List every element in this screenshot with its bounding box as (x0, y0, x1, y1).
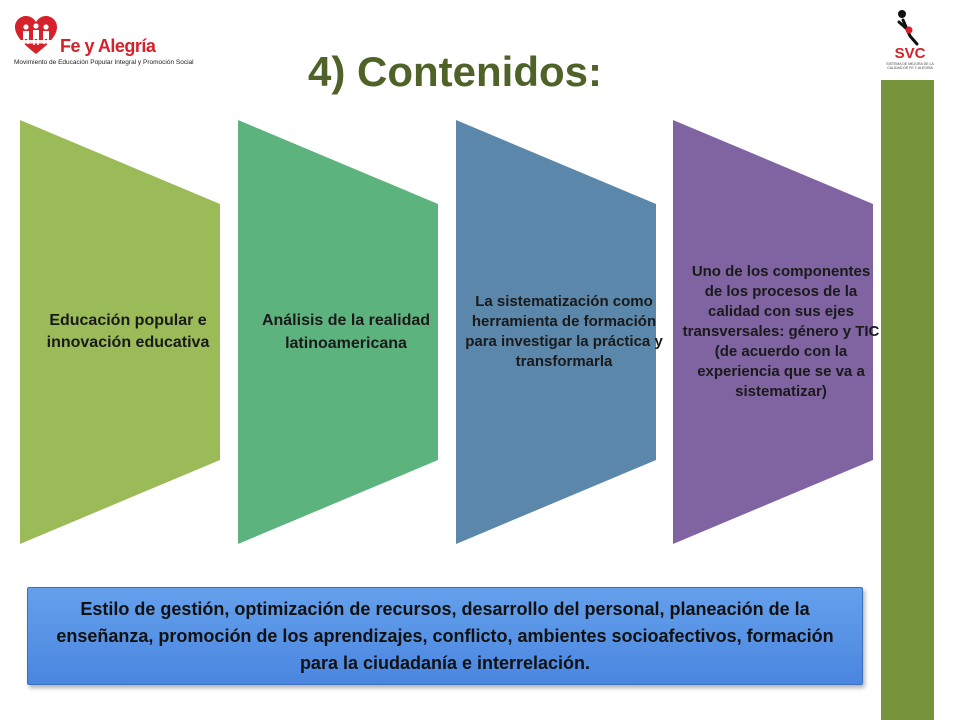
summary-box: Estilo de gestión, optimización de recursos, desarrollo del personal, planeación de la enseñanza, promoción de los aprendizajes, conflicto, ambientes socioafectivos, formación para la ciudadanía e interrelación. (27, 587, 863, 685)
svc-mark: SVC (894, 45, 926, 62)
chevron-label: Educación popular e innovación educativa (46, 312, 210, 351)
chevron-step-1 (20, 120, 240, 544)
chevron-step-3 (456, 120, 676, 544)
chevron-label: Uno de los componentes de los procesos de la calidad con sus ejes transversales: género y TIC (de acuerdo con la experiencia que se va a sistematizar) (682, 263, 880, 400)
brand-tagline: Movimiento de Educación Popular Integral y Promoción Social (14, 59, 194, 66)
chevron-label: Análisis de la realidad latinoamericana (261, 312, 431, 352)
slide-title: 4) Contenidos: (308, 48, 602, 95)
chevron-step-2 (238, 120, 458, 544)
brand-name: Fe y Alegría (60, 36, 156, 56)
chevron-step-4 (673, 120, 893, 544)
svc-caption: SISTEMA DE MEJORA DE LA CALIDAD DE FE Y ALEGRÍA (886, 62, 934, 70)
chevron-label: La sistematización como herramienta de formación para investigar la práctica y transformarla (465, 293, 663, 370)
